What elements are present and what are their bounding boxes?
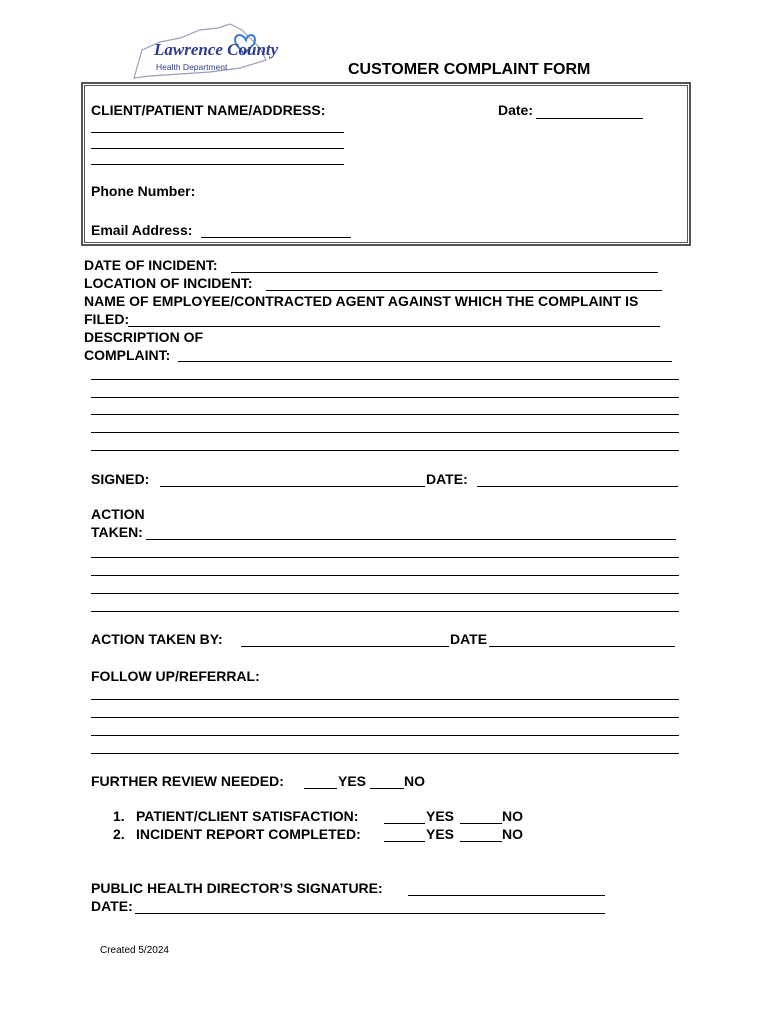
incident-report-no-field[interactable] (460, 841, 502, 842)
action-date-field[interactable] (489, 646, 675, 647)
review-label: FURTHER REVIEW NEEDED: (91, 773, 284, 789)
item1-number: 1. (113, 808, 125, 824)
description-field-line-6[interactable] (91, 450, 679, 451)
followup-label: FOLLOW UP/REFERRAL: (91, 668, 260, 684)
incident-location-label: LOCATION OF INCIDENT: (84, 275, 253, 291)
form-title: CUSTOMER COMPLAINT FORM (348, 61, 591, 78)
client-date-field[interactable] (536, 118, 643, 119)
satisfaction-no-label: NO (502, 808, 523, 824)
description-field-line-5[interactable] (91, 432, 679, 433)
item2-number: 2. (113, 826, 125, 842)
satisfaction-no-field[interactable] (460, 823, 502, 824)
director-date-label: DATE: (91, 898, 133, 914)
signed-field[interactable] (160, 486, 425, 487)
created-date: Created 5/2024 (100, 945, 169, 956)
employee-label: NAME OF EMPLOYEE/CONTRACTED AGENT AGAINST WHICH THE COMPLAINT IS (84, 293, 639, 309)
employee-field[interactable] (128, 326, 660, 327)
incident-report-yes-label: YES (426, 826, 455, 842)
director-signature-label: PUBLIC HEALTH DIRECTOR’S SIGNATURE: (91, 880, 383, 896)
followup-field-line-4[interactable] (91, 753, 679, 754)
client-name-label: CLIENT/PATIENT NAME/ADDRESS: (91, 102, 326, 118)
client-address-line-2[interactable] (91, 148, 344, 149)
org-logo (120, 20, 279, 82)
description-field-line-4[interactable] (91, 414, 679, 415)
followup-field-line-1[interactable] (91, 699, 679, 700)
client-date-label: Date: (498, 102, 534, 118)
review-yes-label: YES (338, 773, 367, 789)
action-field-line-3[interactable] (91, 575, 679, 576)
phone-label: Phone Number: (91, 183, 196, 199)
description-field-line-2[interactable] (91, 379, 679, 380)
client-address-line-3[interactable] (91, 164, 344, 165)
incident-location-field[interactable] (266, 290, 662, 291)
satisfaction-yes-field[interactable] (384, 823, 425, 824)
signed-label: SIGNED: (91, 471, 150, 487)
signed-date-label: DATE: (426, 471, 468, 487)
action-field-line-1[interactable] (146, 539, 676, 540)
action-field-line-4[interactable] (91, 593, 679, 594)
signed-date-field[interactable] (477, 486, 678, 487)
email-label: Email Address: (91, 222, 193, 238)
review-no-field[interactable] (370, 788, 404, 789)
action-field-line-5[interactable] (91, 611, 679, 612)
email-field[interactable] (201, 237, 351, 238)
description-field-line-1[interactable] (178, 361, 672, 362)
description-field-line-3[interactable] (91, 397, 679, 398)
description-label-1: DESCRIPTION OF (84, 329, 204, 345)
followup-field-line-3[interactable] (91, 735, 679, 736)
incident-date-field[interactable] (231, 272, 658, 273)
org-name: Lawrence County (154, 40, 279, 59)
action-date-label: DATE (450, 631, 488, 647)
action-by-field[interactable] (241, 646, 449, 647)
satisfaction-yes-label: YES (426, 808, 455, 824)
action-label-1: ACTION (91, 506, 145, 522)
incident-report-yes-field[interactable] (384, 841, 425, 842)
review-no-label: NO (404, 773, 425, 789)
incident-report-label: INCIDENT REPORT COMPLETED: (136, 826, 361, 842)
action-field-line-2[interactable] (91, 557, 679, 558)
director-date-field[interactable] (135, 913, 605, 914)
action-by-label: ACTION TAKEN BY: (91, 631, 223, 647)
director-signature-field[interactable] (408, 895, 605, 896)
satisfaction-label: PATIENT/CLIENT SATISFACTION: (136, 808, 359, 824)
review-yes-field[interactable] (304, 788, 337, 789)
client-address-line-1[interactable] (91, 132, 344, 133)
action-label-2: TAKEN: (91, 524, 143, 540)
incident-date-label: DATE OF INCIDENT: (84, 257, 218, 273)
org-subtitle: Health Department (156, 62, 228, 72)
followup-field-line-2[interactable] (91, 717, 679, 718)
description-label-2: COMPLAINT: (84, 347, 171, 363)
incident-report-no-label: NO (502, 826, 523, 842)
filed-label: FILED: (84, 311, 130, 327)
